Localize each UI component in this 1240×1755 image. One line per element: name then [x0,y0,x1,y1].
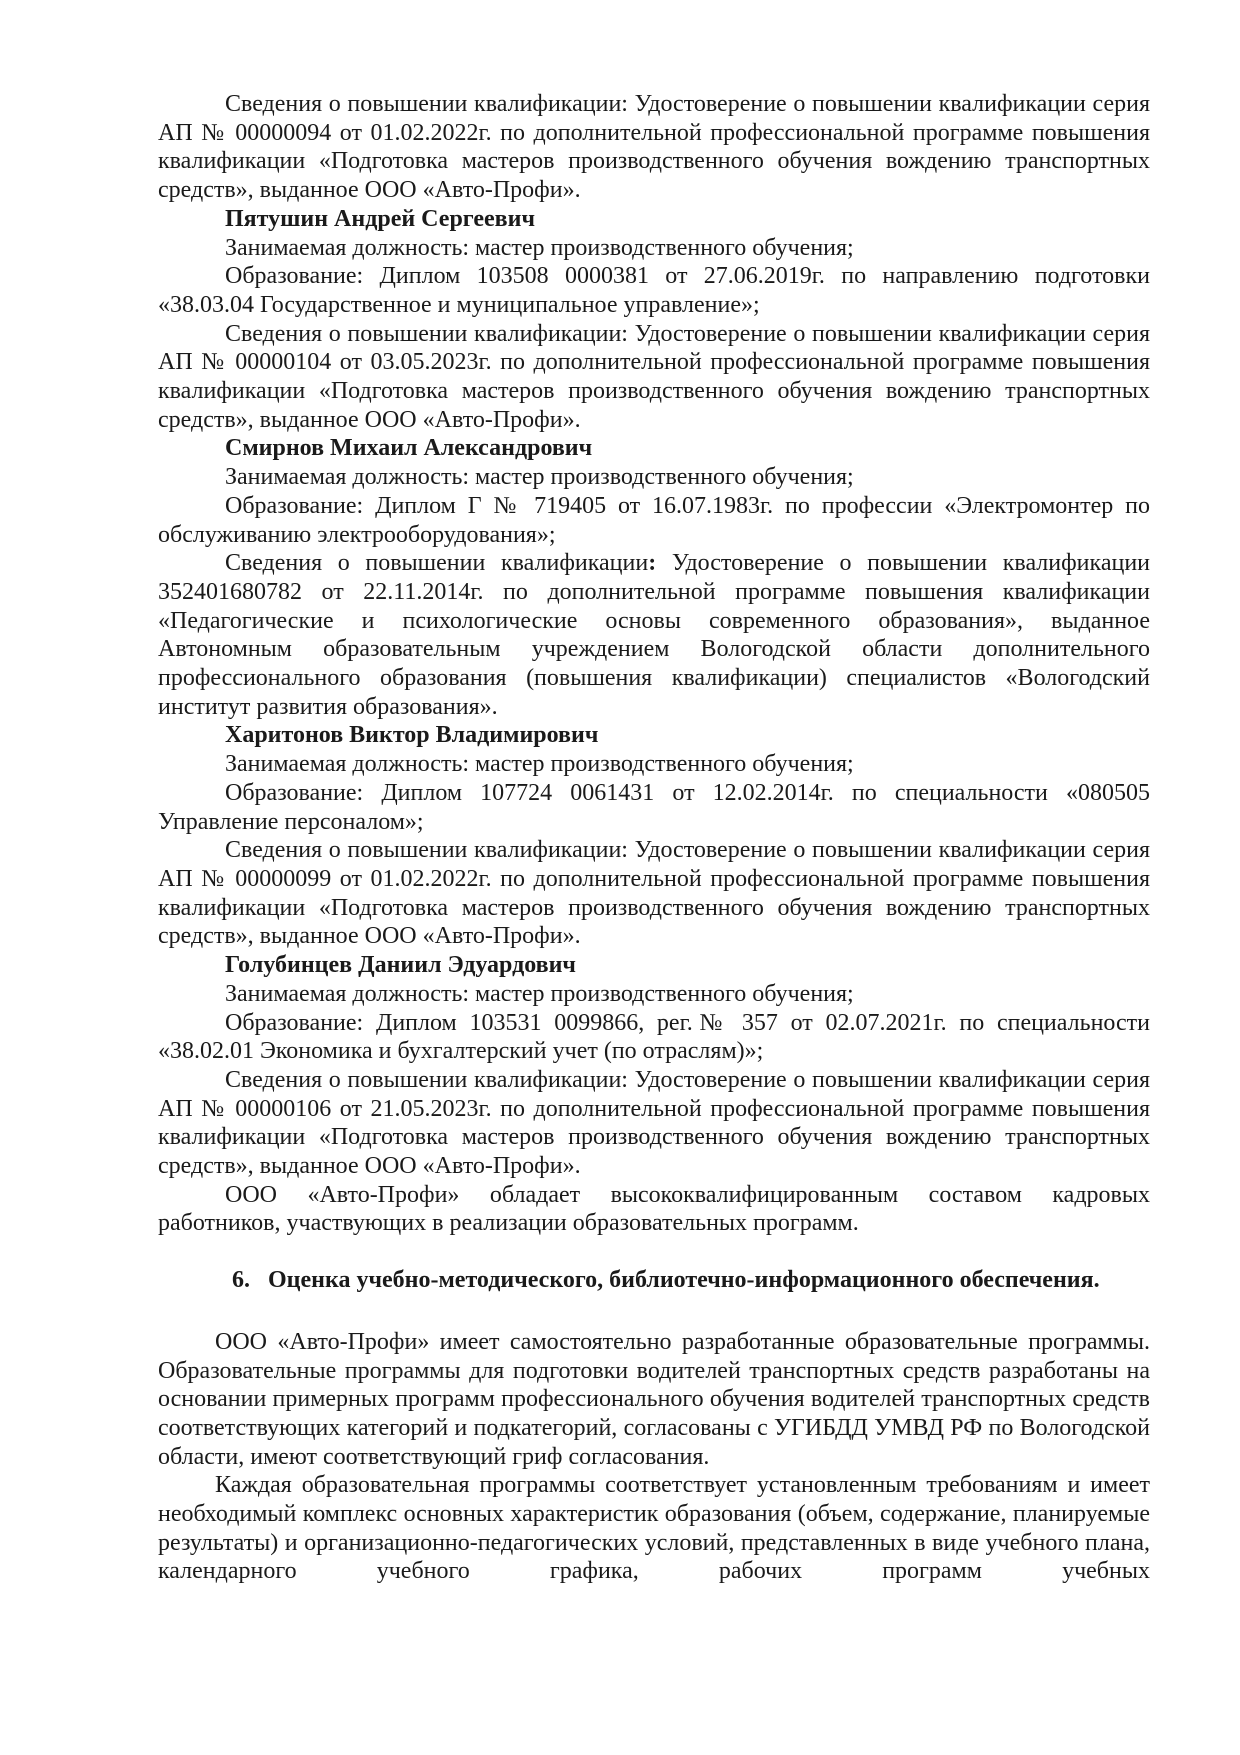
staff-name: Харитонов Виктор Владимирович [225,722,599,749]
text-run: Удостоверение о повышении квалификации 352401680782 от 22.11.2014г. по дополнительной программе повышения квалификации «Педагогические и психологические основы современного образования», выданное Автономным образовательным учреждением Вологодской области дополнительного профессионального образования (повышения квалификации) специалистов «Вологодский институт развития образования». [158,550,1150,720]
paragraph-position: Занимаемая должность: мастер производственного обучения; [225,464,854,491]
paragraph-education: Образование: Диплом Г № 719405 от 16.07.1983г. по профессии «Электромонтер по обслуживанию электрооборудования»; [158,492,1150,548]
text-run: Сведения о повышении квалификации [225,550,649,577]
paragraph-section6-requirements: Каждая образовательная программы соответствует установленным требованиям и имеет необходимый комплекс основных характеристик образования (объем, содержание, планируемые результаты) и организационно-педагогических условий, представленных в виде учебного плана, календарного учебного графика, рабочих программ учебных [158,1472,1150,1585]
paragraph-education: Образование: Диплом 103531 0099866, рег.№ 357 от 02.07.2021г. по специальности «38.02.01 Экономика и бухгалтерский учет (по отраслям)»; [158,1009,1150,1065]
section-heading [232,1266,1150,1295]
paragraph-education: Образование: Диплом 103508 0000381 от 27.06.2019г. по направлению подготовки «38.03.04 Государственное и муниципальное управление»; [158,263,1150,318]
paragraph-position: Занимаемая должность: мастер производственного обучения; [225,980,854,1007]
paragraph-qualification-info: Сведения о повышении квалификации: Удостоверение о повышении квалификации серия АП № 00000099 от 01.02.2022г. по дополнительной профессиональной программе повышения квалификации «Подготовка мастеров производственного обучения вождению транспортных средств», выданное ООО «Авто-Профи». [158,837,1150,950]
staff-name: Пятушин Андрей Сергеевич [225,205,536,232]
section-number: 6. [232,1267,250,1294]
staff-name: Смирнов Михаил Александрович [225,435,593,462]
paragraph-summary: ООО «Авто-Профи» обладает высококвалифицированным составом кадровых работников, участвующих в реализации образовательных программ. [158,1181,1150,1237]
paragraph-section6-programs: ООО «Авто-Профи» имеет самостоятельно разработанные образовательные программы. Образовательные программы для подготовки водителей транспортных средств разработаны на основании примерных программ профессионального обучения водителей транспортных средств соответствующих категорий и подкатегорий, согласованы с УГИБДД УМВД РФ по Вологодской области, имеют соответствующий гриф согласования. [158,1328,1150,1470]
paragraph-education: Образование: Диплом 107724 0061431 от 12.02.2014г. по специальности «080505 Управление персоналом»; [158,779,1150,835]
paragraph-position: Занимаемая должность: мастер производственного обучения; [225,751,854,778]
text-run-bold: : [648,550,657,577]
paragraph-qualification-info: Сведения о повышении квалификации: Удостоверение о повышении квалификации серия АП № 00000094 от 01.02.2022г. по дополнительной профессиональной программе повышения квалификации «Подготовка мастеров производственного обучения вождению транспортных средств», выданное ООО «Авто-Профи». [158,91,1150,204]
staff-name: Голубинцев Даниил Эдуардович [225,952,576,979]
paragraph-qualification-info [158,549,1150,721]
paragraph-position: Занимаемая должность: мастер производственного обучения; [225,234,854,261]
paragraph-qualification-info: Сведения о повышении квалификации: Удостоверение о повышении квалификации серия АП № 00000104 от 03.05.2023г. по дополнительной профессиональной программе повышения квалификации «Подготовка мастеров производственного обучения вождению транспортных средств», выданное ООО «Авто-Профи». [158,320,1150,433]
paragraph-qualification-info: Сведения о повышении квалификации: Удостоверение о повышении квалификации серия АП № 00000106 от 21.05.2023г. по дополнительной профессиональной программе повышения квалификации «Подготовка мастеров производственного обучения вождению транспортных средств», выданное ООО «Авто-Профи». [158,1066,1150,1180]
section-title: Оценка учебно-методического, библиотечно-информационного обеспечения. [268,1267,1100,1294]
